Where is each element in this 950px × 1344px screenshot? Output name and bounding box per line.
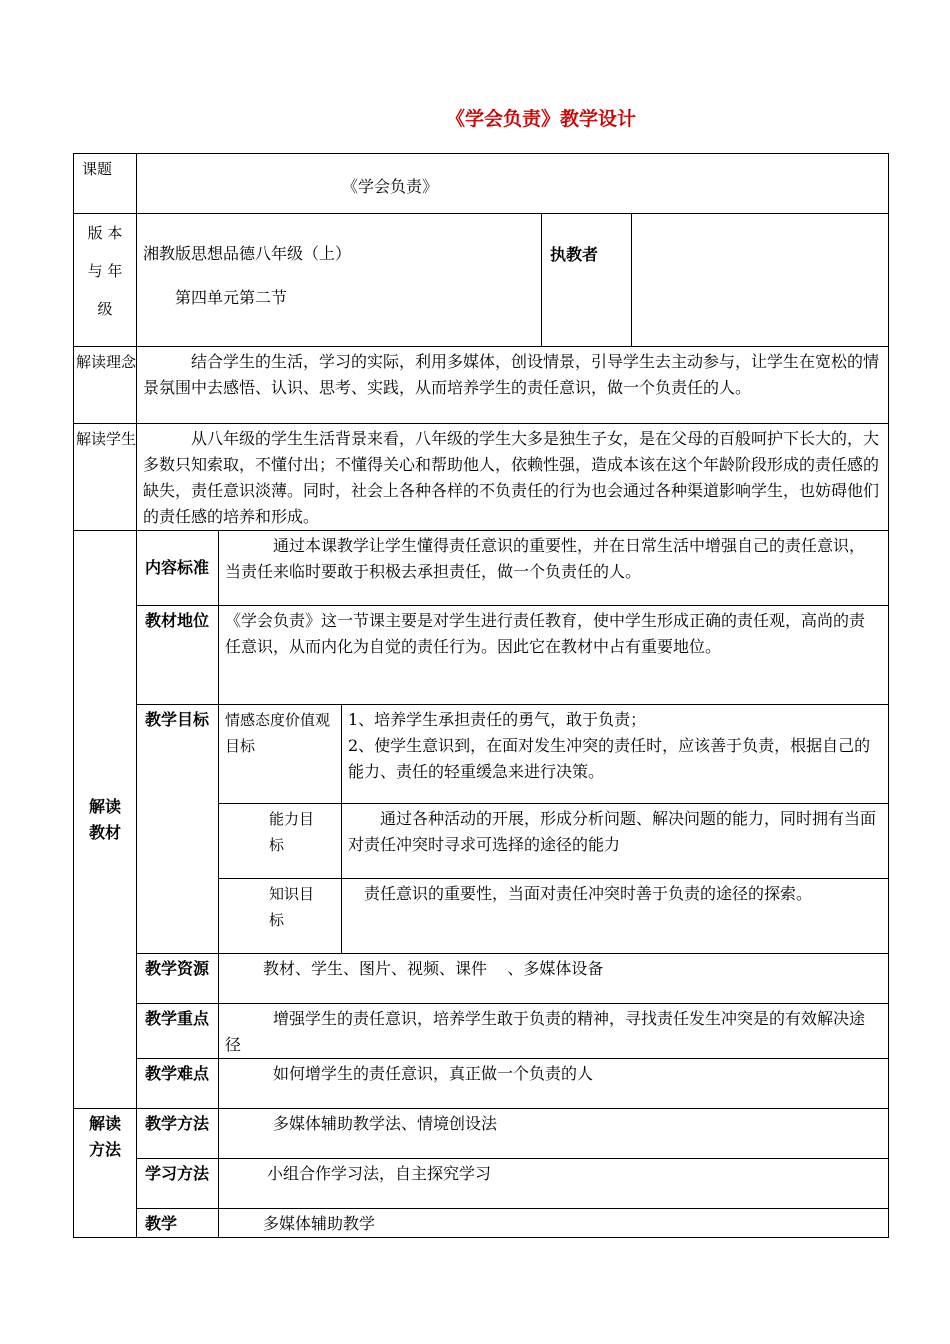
resources-text: 教材、学生、图片、视频、课件 、多媒体设备 bbox=[219, 954, 889, 1004]
teaching-means-label: 教学 bbox=[137, 1209, 219, 1238]
concept-label: 解读理念 bbox=[74, 347, 137, 424]
page-title: 《学会负责》教学设计 bbox=[446, 108, 637, 130]
students-label: 解读学生 bbox=[74, 424, 137, 531]
concept-row bbox=[74, 347, 889, 424]
teaching-method-text: 多媒体辅助教学法、情境创设法 bbox=[219, 1109, 889, 1159]
difficulty-text: 如何增学生的责任意识，真正做一个负责的人 bbox=[219, 1059, 889, 1109]
edition-row bbox=[74, 214, 889, 347]
key-points-row bbox=[74, 1004, 889, 1059]
topic-row bbox=[74, 154, 889, 214]
difficulty-row bbox=[74, 1059, 889, 1109]
goal-emotion-row bbox=[74, 705, 889, 804]
ability-goal-label: 能力目标 bbox=[219, 804, 342, 879]
key-points-label: 教学重点 bbox=[137, 1004, 219, 1059]
content-standard-row bbox=[74, 531, 889, 606]
teaching-means-row bbox=[74, 1209, 889, 1238]
topic-value: 《学会负责》 bbox=[342, 177, 439, 196]
concept-text: 结合学生的生活，学习的实际，利用多媒体，创设情景，引导学生去主动参与，让学生在宽松的情景氛围中去感悟、认识、思考、实践，从而培养学生的责任意识，做一个负责任的人。 bbox=[137, 347, 889, 424]
knowledge-goal-label: 知识目标 bbox=[219, 879, 342, 954]
edition-value: 湘教版思想品德八年级（上） 第四单元第二节 bbox=[137, 214, 542, 347]
ability-goal-text: 通过各种活动的开展，形成分析问题、解决问题的能力，同时拥有当面对责任冲突时寻求可选择的途径的能力 bbox=[342, 804, 889, 879]
learning-method-label: 学习方法 bbox=[137, 1159, 219, 1209]
content-standard-label: 内容标准 bbox=[137, 531, 219, 606]
teaching-goals-label: 教学目标 bbox=[137, 705, 219, 954]
teacher-value bbox=[632, 214, 889, 347]
teacher-label: 执教者 bbox=[542, 214, 632, 347]
resources-label: 教学资源 bbox=[137, 954, 219, 1004]
knowledge-goal-text: 责任意识的重要性，当面对责任冲突时善于负责的途径的探索。 bbox=[342, 879, 889, 954]
textbook-position-row bbox=[74, 606, 889, 705]
students-text: 从八年级的学生生活背景来看，八年级的学生大多是独生子女，是在父母的百般呵护下长大的，大多数只知索取，不懂付出；不懂得关心和帮助他人，依赖性强，造成本该在这个年龄阶段形成的责任感的缺失，责任意识淡薄。同时，社会上各种各样的不负责任的行为也会通过各种渠道影响学生，也妨碍他们的责任感的培养和形成。 bbox=[137, 424, 889, 531]
emotion-goal-text: 1、培养学生承担责任的勇气，敢于负责； 2、使学生意识到，在面对发生冲突的责任时，应该善于负责，根据自己的能力、责任的轻重缓急来进行决策。 bbox=[342, 705, 889, 804]
teaching-method-label: 教学方法 bbox=[137, 1109, 219, 1159]
methods-label: 解读方法 bbox=[74, 1109, 137, 1238]
emotion-goal-label: 情感态度价值观目标 bbox=[219, 705, 342, 804]
textbook-label: 解读教材 bbox=[74, 531, 137, 1109]
topic-label: 课题 bbox=[74, 154, 137, 214]
lesson-plan-table bbox=[73, 153, 889, 1238]
teaching-means-text: 多媒体辅助教学 bbox=[219, 1209, 889, 1238]
key-points-text: 增强学生的责任意识，培养学生敢于负责的精神，寻找责任发生冲突是的有效解决途径 bbox=[219, 1004, 889, 1059]
content-standard-text: 通过本课教学让学生懂得责任意识的重要性，并在日常生活中增强自己的责任意识，当责任来临时要敢于积极去承担责任，做一个负责任的人。 bbox=[219, 531, 889, 606]
textbook-position-label: 教材地位 bbox=[137, 606, 219, 705]
resources-row bbox=[74, 954, 889, 1004]
edition-label: 版 本 与 年 级 bbox=[74, 214, 137, 347]
teaching-method-row bbox=[74, 1109, 889, 1159]
students-row bbox=[74, 424, 889, 531]
textbook-position-text: 《学会负责》这一节课主要是对学生进行责任教育，使中学生形成正确的责任观，高尚的责任意识，从而内化为自觉的责任行为。因此它在教材中占有重要地位。 bbox=[219, 606, 889, 705]
difficulty-label: 教学难点 bbox=[137, 1059, 219, 1109]
learning-method-text: 小组合作学习法，自主探究学习 bbox=[219, 1159, 889, 1209]
learning-method-row bbox=[74, 1159, 889, 1209]
